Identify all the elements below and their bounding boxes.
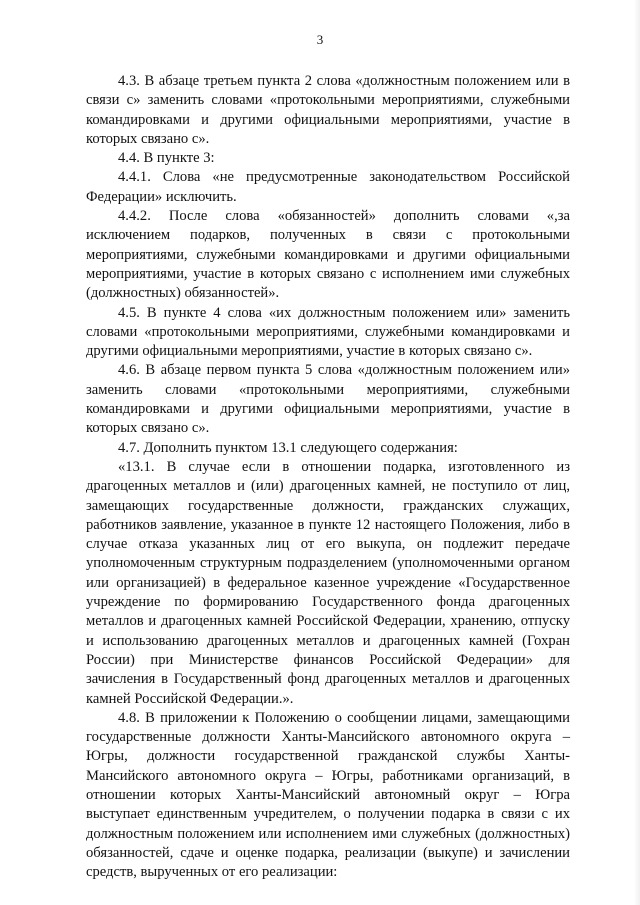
paragraph-4-8: 4.8. В приложении к Положению о сообщении лицами, замещающими государственные должности Ханты-Мансийского автономного округа – Югры, должности государственной гражданской службы Ханты-Мансийского автономного округа – Югры, работниками организаций, в отношении которых Ханты-Мансийский автономный округ – Югра выступает единственным учредителем, о получении подарка в связи с их должностным положением или исполнением ими служебных (должностных) обязанностей, сдаче и оценке подарка, реализации (выкупе) и зачислении средств, вырученных от его реализации: bbox=[86, 709, 570, 881]
document-body bbox=[86, 72, 570, 882]
paragraph-4-4-1: 4.4.1. Слова «не предусмотренные законодательством Российской Федерации» исключить. bbox=[86, 169, 570, 205]
paragraph-4-6: 4.6. В абзаце первом пункта 5 слова «должностным положением или» заменить словами «протокольными мероприятиями, служебными командировками и другими официальными мероприятиями, участие в которых связано с». bbox=[86, 362, 570, 437]
paragraph-4-7: 4.7. Дополнить пунктом 13.1 следующего содержания: bbox=[118, 439, 458, 456]
paragraph-4-4-2: 4.4.2. После слова «обязанностей» дополнить словами «,за исключением подарков, полученных в связи с протокольными мероприятиями, служебными командировками и другими официальными мероприятиями, участие в которых связано с исполнением ими служебных (должностных) обязанностей». bbox=[86, 208, 570, 302]
paragraph-4-4: 4.4. В пункте 3: bbox=[118, 150, 215, 167]
page-number: 3 bbox=[316, 32, 324, 47]
scan-edge-shadow bbox=[634, 0, 640, 905]
paragraph-4-3: 4.3. В абзаце третьем пункта 2 слова «должностным положением или в связи с» заменить словами «протокольными мероприятиями, служебными командировками и другими официальными мероприятиями, участие в которых связано с». bbox=[86, 73, 570, 147]
paragraph-13-1: «13.1. В случае если в отношении подарка, изготовленного из драгоценных металлов и (или) драгоценных камней, не поступило от лиц, замещающих государственные должности, гражданских служащих, работников заявление, указанное в пункте 12 настоящего Положения, либо в случае отказа указанных лиц от его выкупа, он подлежит передаче уполномоченным структурным подразделением (уполномоченными органом или организацией) в федеральное казенное учреждение «Государственное учреждение по формированию Государственного фонда драгоценных металлов и драгоценных камней Российской Федерации, хранению, отпуску и использованию драгоценных металлов и драгоценных камней (Гохран России) при Министерстве финансов Российской Федерации» для зачисления в Государственный фонд драгоценных металлов и драгоценных камней Российской Федерации.». bbox=[86, 458, 570, 707]
paragraph-4-5: 4.5. В пункте 4 слова «их должностным положением или» заменить словами «протокольными мероприятиями, служебными командировками и другими официальными мероприятиями, участие в которых связано с». bbox=[86, 304, 570, 360]
